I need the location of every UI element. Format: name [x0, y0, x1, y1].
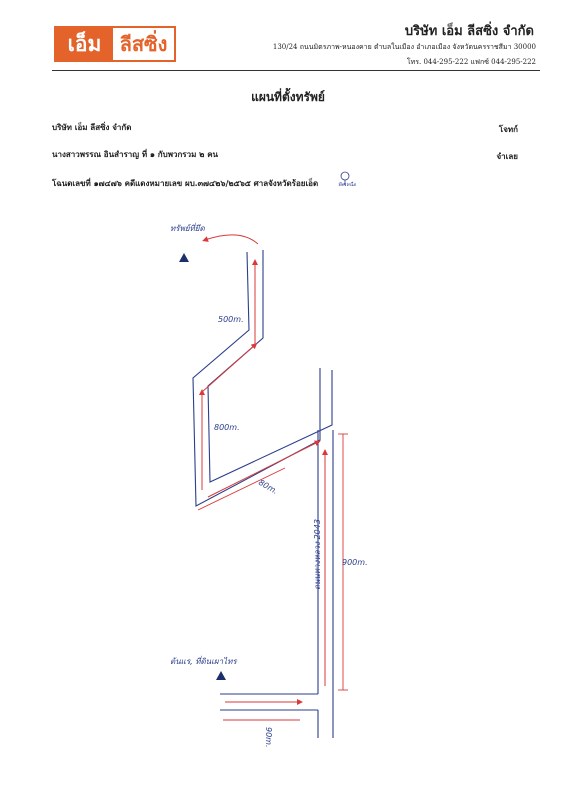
highway-label: ถนนทางหลวง 2043: [313, 519, 322, 590]
defendant-role: จำเลย: [496, 151, 518, 161]
landmark-marker: [216, 671, 226, 680]
distance-top: 500m.: [218, 315, 244, 324]
landmark-label: ต้นแร, ที่ดินเผาไทร: [170, 657, 237, 666]
seized-property-marker: [179, 253, 189, 262]
distance-diagonal: 80m.: [257, 477, 280, 496]
distance-bottom: 90m.: [264, 727, 273, 748]
distance-right: 900m.: [342, 558, 368, 567]
distance-middle: 800m.: [214, 423, 240, 432]
company-name: บริษัท เอ็ม ลีสซิ่ง จำกัด: [404, 24, 534, 39]
document-title: แผนที่ตั้งทรัพย์: [251, 90, 325, 104]
company-phone: โทร. 044-295-222 แฟกซ์ 044-295-222: [406, 58, 536, 66]
logo-part2: ลีสซิ่ง: [113, 28, 174, 60]
plaintiff-role: โจทก์: [498, 124, 518, 134]
seized-property-label: ทรัพย์ที่ยึด: [170, 224, 205, 233]
company-address: 130/24 ถนนมิตรภาพ-หนองคาย ตำบลในเมือง อำเภอเมือง จังหวัดนครราชสีมา 30000: [272, 43, 536, 51]
north-symbol: [338, 172, 357, 188]
defendant-name: นางสาวพรรณ อินสำราญ ที่ ๑ กับพวกรวม ๒ คน: [52, 149, 219, 159]
north-label: ทิศเหนือ: [338, 182, 356, 188]
access-road: [193, 250, 332, 506]
plaintiff-name: บริษัท เอ็ม ลีสซิ่ง จำกัด: [52, 122, 132, 132]
deed-case-info: โฉนดเลขที่ ๑๗๔๗๖ คดีแดงหมายเลข ผบ.๓๗๔๒๖/๒๕๖๕ ศาลจังหวัดร้อยเอ็ด: [52, 178, 319, 188]
logo-part1: เอ็ม: [56, 28, 113, 60]
